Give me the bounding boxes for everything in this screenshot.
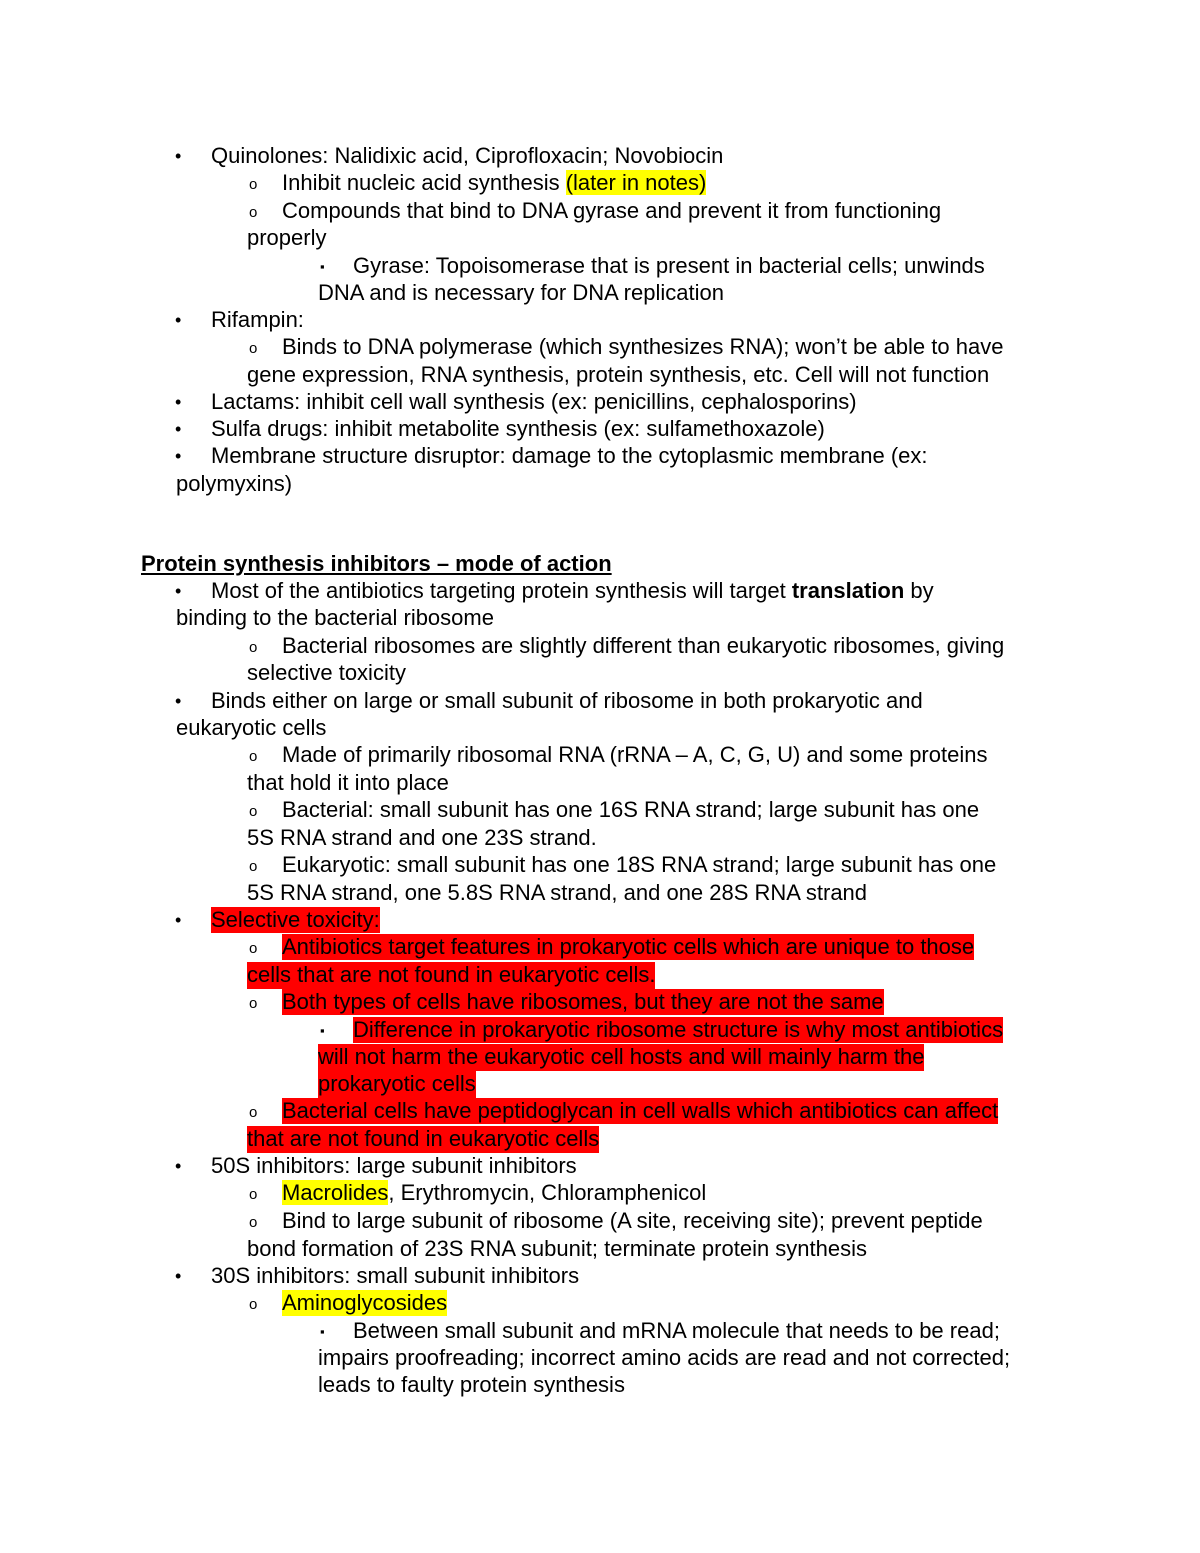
bullet-icon: o — [249, 1214, 258, 1231]
bullet-icon: o — [249, 176, 258, 193]
text-line: bond formation of 23S RNA subunit; terminate protein synthesis — [247, 1236, 868, 1261]
bullet-icon: o — [249, 1104, 258, 1121]
highlight-yellow: (later in notes) — [565, 170, 707, 195]
bullet-icon: • — [175, 392, 182, 412]
bullet-icon: o — [249, 204, 258, 221]
highlight-red: that are not found in eukaryotic cells — [247, 1126, 600, 1151]
bullet-icon: o — [249, 748, 258, 765]
bullet-icon: • — [175, 691, 182, 711]
highlight-red: prokaryotic cells — [318, 1071, 476, 1096]
bold-term: translation — [791, 578, 905, 603]
section-heading: Protein synthesis inhibitors – mode of action — [141, 551, 612, 576]
text-line: properly — [247, 225, 327, 250]
text-line: binding to the bacterial ribosome — [176, 605, 494, 630]
highlight-yellow: Aminoglycosides — [282, 1290, 448, 1315]
bullet-icon: • — [175, 910, 182, 930]
bullet-icon: o — [249, 1186, 258, 1203]
highlight-red: Both types of cells have ribosomes, but they are not the same — [282, 989, 884, 1014]
document-page: • Quinolones: Nalidixic acid, Ciprofloxacin; Novobiocin o Inhibit nucleic acid synthesis (later in notes) o Compounds that bind to DNA gyrase and prevent it from functioning properly ▪ Gyrase: Topoisomerase that is present in bacterial cells; unwinds DNA and is necessary for DNA replication • Rifampin: o Binds to DNA polymerase (which synthesizes RNA); won’t be able to have gene expression, RNA synthesis, protein synthesis, etc. Cell will not function • Lactams: inhibit cell wall synthesis (ex: penicillins, cephalosporins) • Sulfa drugs: inhibit metabolite synthesis (ex: sulfamethoxazole) • Membrane structure disruptor: damage to the cytoplasmic membrane (ex: polymyxins) Protein synthesis inhibitors – mode of action • Most of the antibiotics targeting protein synthesis will target translation by binding to the bacterial ribosome o Bacterial ribosomes are slightly different than eukaryotic ribosomes, giving selective toxicity • Binds either on large or small subunit of ribosome in both prokaryotic and eukaryotic cells o Made of primarily ribosomal RNA (rRNA – A, C, G, U) and some proteins that hold it into place o Bacterial: small subunit has one 16S RNA strand; large subunit has one 5S RNA strand and one 23S strand. o Eukaryotic: small subunit has one 18S RNA strand; large subunit has one 5S RNA strand, one 5.8S RNA strand, and one 28S RNA strand • Selective toxicity: o Antibiotics target features in prokaryotic cells which are unique to those cells that are not found in eukaryotic cells. o Both types of cells have ribosomes, but they are not the same ▪ Difference in prokaryotic ribosome structure is why most antibiotics will not harm the eukaryotic cell hosts and will mainly harm the prokaryotic cells o Bacterial cells have peptidoglycan in cell walls which antibiotics can affect that are not found in eukaryotic cells • 50S inhibitors: large subunit inhibitors o Macrolides, Erythromycin, Chloramphenicol o Bind to large subunit of ribosome (A site, receiving site); prevent peptide bond formation of 23S RNA subunit; terminate protein synthesis • 30S inhibitors: small subunit inhibitors o Aminoglycosides ▪ Between small subunit and mRNA molecule that needs to be read; impairs proofreading; incorrect amino acids are read and not corrected; leads to faulty protein synthesis — [141, 143, 1011, 1397]
highlight-red: Antibiotics target features in prokaryotic cells which are unique to those — [282, 934, 975, 959]
highlight-red: Difference in prokaryotic ribosome structure is why most antibiotics — [353, 1017, 1004, 1042]
bullet-icon: • — [175, 446, 182, 466]
text-line: 5S RNA strand, one 5.8S RNA strand, and one 28S RNA strand — [247, 880, 868, 905]
text-line: eukaryotic cells — [176, 715, 327, 740]
bullet-icon: o — [249, 995, 258, 1012]
bullet-icon: o — [249, 340, 258, 357]
bullet-icon: o — [249, 803, 258, 820]
highlight-red: Selective toxicity: — [211, 907, 380, 932]
bullet-icon: o — [249, 639, 258, 656]
highlight-yellow: Macrolides — [282, 1180, 389, 1205]
text-line: 5S RNA strand and one 23S strand. — [247, 825, 597, 850]
bullet-icon: ▪ — [320, 259, 325, 274]
bullet-icon: • — [175, 146, 182, 166]
bullet-icon: • — [175, 310, 182, 330]
highlight-red: cells that are not found in eukaryotic cells. — [247, 962, 656, 987]
highlight-red: will not harm the eukaryotic cell hosts and will mainly harm the — [318, 1044, 925, 1069]
highlight-red: Bacterial cells have peptidoglycan in cell walls which antibiotics can affect — [282, 1098, 999, 1123]
bullet-icon: • — [175, 419, 182, 439]
bullet-icon: • — [175, 1156, 182, 1176]
text-line: DNA and is necessary for DNA replication — [318, 280, 724, 305]
text-line: impairs proofreading; incorrect amino acids are read and not corrected; — [318, 1345, 1011, 1370]
text-line: gene expression, RNA synthesis, protein synthesis, etc. Cell will not function — [247, 362, 990, 387]
bullet-icon: ▪ — [320, 1324, 325, 1339]
bullet-icon: o — [249, 858, 258, 875]
bullet-icon: • — [175, 581, 182, 601]
bullet-icon: o — [249, 1296, 258, 1313]
bullet-icon: • — [175, 1266, 182, 1286]
bullet-icon: o — [249, 940, 258, 957]
text-line: leads to faulty protein synthesis — [318, 1372, 625, 1397]
text-line: selective toxicity — [247, 660, 406, 685]
text-line: polymyxins) — [176, 471, 293, 496]
text-line: that hold it into place — [247, 770, 449, 795]
bullet-icon: ▪ — [320, 1023, 325, 1038]
